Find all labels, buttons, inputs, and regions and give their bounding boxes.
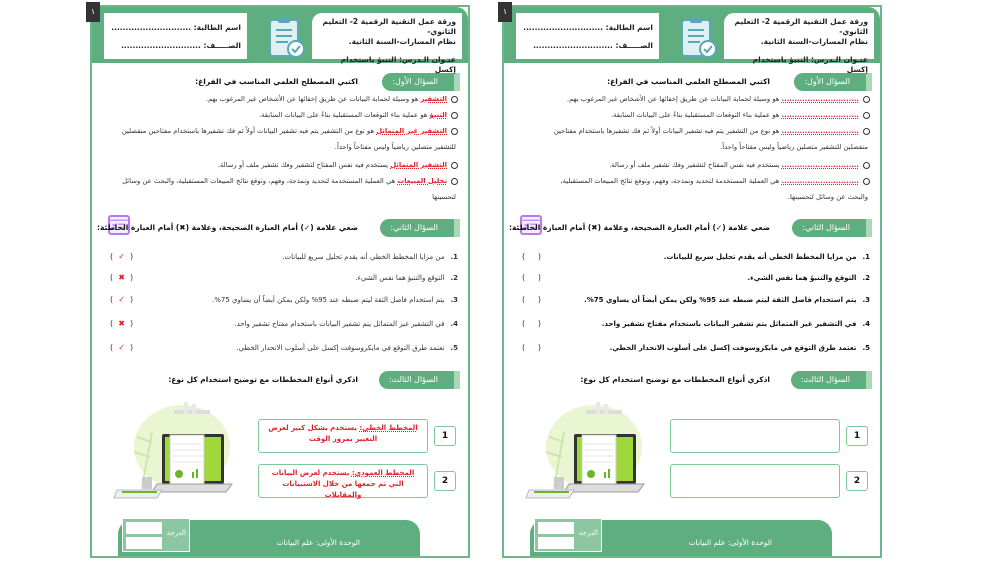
bullet-icon — [863, 112, 870, 119]
student-info-box — [104, 13, 247, 59]
item-text: هو نوع من التشفير يتم فيه تشفير البيانات أولاً ثم فك تشفيرها باستخدام مفتاحين منفصلين — [121, 127, 377, 135]
item-text: هو عملية بناء التوقعات المستقبلية بناءً على البيانات السابقة. — [610, 111, 782, 119]
item-text: هي العملية المستخدمة لتحديد ونمذجة، وفهم، وتوقع نتائج المبيعات المستقبلية، — [560, 177, 782, 185]
answer-box[interactable] — [670, 419, 840, 453]
true-false-item — [602, 320, 870, 328]
item-text: هو وسيلة لحماية البيانات عن طريق إخفائها عن الأشخاص غير المرغوب بهم. — [566, 95, 782, 103]
chart-type-term: المخطط الخطي: — [359, 424, 418, 432]
grade-box — [534, 518, 602, 552]
item-number: 2 — [846, 471, 868, 491]
answer-blank[interactable]: التشفير غير المتماثل — [376, 127, 447, 135]
question-2-title: ضعي علامة (✓) أمام العبارة الصحيحة، وعلامة (✖) أمام العبارة الخاطئة: — [508, 223, 770, 232]
statement-text: من مزايا المخطط الخطي أنه يقدم تحليل سريع للبيانات. — [663, 253, 857, 261]
question-3-title: اذكري أنواع المخططات مع توضيح استخدام كل نوع: — [580, 375, 770, 384]
student-name-field[interactable]: اسم الطالبة: ............................ — [111, 23, 241, 32]
answer-blank[interactable]: .............................. — [781, 95, 859, 103]
laptop-chart-illustration — [112, 402, 237, 502]
question-3-label: السؤال الثالث: — [791, 371, 872, 389]
grade-score-field[interactable] — [537, 521, 575, 535]
worksheet-page — [90, 5, 470, 558]
answer-blank[interactable]: تحليل المبيعات — [397, 177, 447, 185]
check-mark-icon: ✓ — [118, 295, 125, 304]
answer-mark-field[interactable]: ( ) — [522, 273, 541, 282]
answer-mark-field[interactable]: ( ✓ ) — [110, 343, 134, 352]
statement-text: في التشفير غير المتماثل يتم تشفير البيانات باستخدام مفتاح تشفير واحد. — [234, 320, 445, 328]
question-1-title: اكتبي المصطلح العلمي المناسب في الفراغ: — [195, 77, 358, 86]
clipboard-check-icon — [677, 15, 719, 59]
worksheet-subtitle: نظام المسارات-السنة الثانية. — [760, 37, 868, 46]
worksheet-subtitle: نظام المسارات-السنة الثانية. — [348, 37, 456, 46]
item-number: 3. — [450, 296, 458, 304]
empty-mark — [530, 273, 533, 282]
item-number: 1. — [450, 253, 458, 261]
bullet-icon — [451, 112, 458, 119]
grade-label: الدرجة — [578, 529, 598, 537]
item-text-continued: منفصلين للتشفير متصلين رياضياً وليس مفتاحاً واحداً. — [720, 143, 868, 151]
clipboard-check-icon — [265, 15, 307, 59]
grade-label: الدرجة — [166, 529, 186, 537]
title-box — [724, 13, 874, 74]
title-box — [312, 13, 462, 74]
item-number: 5. — [450, 344, 458, 352]
lesson-title: عنـوان الـدرس: التنبؤ باستخدام إكسل — [340, 55, 456, 74]
question-3-label: السؤال الثالث: — [379, 371, 460, 389]
cross-mark-icon: ✖ — [118, 319, 125, 328]
item-text: هو وسيلة لحماية البيانات عن طريق إخفائها عن الأشخاص غير المرغوب بهم. — [205, 95, 421, 103]
answer-mark-field[interactable]: ( ✓ ) — [110, 295, 134, 304]
bullet-icon — [451, 128, 458, 135]
answer-box[interactable] — [258, 419, 428, 453]
fill-blank-item — [206, 95, 458, 103]
empty-mark — [530, 252, 533, 261]
statement-text: التوقع والتنبؤ هما نفس الشيء. — [355, 274, 445, 282]
item-number: 5. — [862, 344, 870, 352]
item-number: 2 — [434, 471, 456, 491]
item-number: 1 — [434, 426, 456, 446]
unit-title: الوحدة الأولى: علم البيانات — [276, 538, 360, 547]
item-number: 1 — [846, 426, 868, 446]
answer-mark-field[interactable]: ( ) — [522, 319, 541, 328]
worksheet-title: ورقة عمل التقنية الرقمية 2- التعليم الثانوي- — [734, 17, 868, 36]
bullet-icon — [863, 178, 870, 185]
answer-blank[interactable]: التنبؤ — [429, 111, 447, 119]
grade-total-field — [125, 536, 163, 550]
true-false-item — [236, 344, 458, 352]
answer-blank[interactable]: .............................. — [781, 111, 859, 119]
worksheet-page — [502, 5, 882, 558]
item-number: 2. — [862, 274, 870, 282]
question-1-title: اكتبي المصطلح العلمي المناسب في الفراغ: — [607, 77, 770, 86]
bullet-icon — [451, 162, 458, 169]
page-number: ١ — [86, 2, 100, 22]
grade-total-field — [537, 536, 575, 550]
true-false-item — [664, 253, 870, 261]
grade-score-field[interactable] — [125, 521, 163, 535]
chart-type-description: يستخدم لعرض البيانات التي تم جمعها من خلال الاستبيانات والمقابلات — [271, 469, 404, 499]
header-band — [92, 7, 468, 74]
bullet-icon — [863, 96, 870, 103]
fill-blank-item — [554, 127, 870, 135]
header-band — [504, 7, 880, 74]
check-mark-icon: ✓ — [118, 252, 125, 261]
fill-blank-item — [567, 95, 870, 103]
item-text-continued: للتشفير متصلين رياضياً وليس مفتاحاً واحداً. — [334, 143, 456, 151]
true-false-item — [610, 344, 870, 352]
empty-mark — [530, 343, 533, 352]
true-false-item — [234, 320, 458, 328]
answer-mark-field[interactable]: ( ) — [522, 343, 541, 352]
true-false-item — [355, 274, 458, 282]
empty-mark — [530, 295, 533, 304]
item-text-continued: والبحث عن وسائل لتحسينها. — [787, 193, 868, 201]
answer-blank[interactable]: .............................. — [781, 127, 859, 135]
question-3-title: اذكري أنواع المخططات مع توضيح استخدام كل نوع: — [168, 375, 358, 384]
fill-blank-item — [560, 177, 870, 185]
answer-box[interactable] — [670, 464, 840, 498]
answer-box[interactable] — [258, 464, 428, 498]
fill-blank-item — [122, 127, 458, 135]
statement-text: تعتمد طرق التوقع في مايكروسوفت إكسل على أسلوب الانحدار الخطي. — [236, 344, 445, 352]
page-number: ١ — [498, 2, 512, 22]
grade-box — [122, 518, 190, 552]
answer-mark-field[interactable]: ( ✓ ) — [110, 252, 134, 261]
cross-mark-icon: ✖ — [118, 273, 125, 282]
fill-blank-item — [259, 111, 458, 119]
bullet-icon — [863, 162, 870, 169]
question-1-label: السؤال الأول: — [794, 73, 872, 91]
item-text: يستخدم فيه نفس المفتاح لتشفير وفك تشفير ملف أو رسالة. — [217, 161, 391, 169]
item-number: 4. — [862, 320, 870, 328]
true-false-item — [282, 253, 458, 261]
chart-type-term: المخطط العمودي: — [351, 469, 415, 477]
statement-text: تعتمد طرق التوقع في مايكروسوفت إكسل على أسلوب الانحدار الخطي. — [609, 344, 857, 352]
statement-text: في التشفير غير المتماثل يتم تشفير البيانات باستخدام مفتاح تشفير واحد. — [601, 320, 857, 328]
statement-text: يتم استخدام فاصل الثقة ليتم ضبطه عند 95% ولكن يمكن أيضاً أن يساوي 75%. — [212, 296, 445, 304]
item-text-continued: لتحسينها — [432, 193, 456, 201]
fill-blank-item — [609, 161, 870, 169]
answer-blank[interactable]: .............................. — [781, 177, 859, 185]
item-text: هو عملية بناء التوقعات المستقبلية بناءً على البيانات السابقة. — [258, 111, 430, 119]
item-number: 4. — [450, 320, 458, 328]
check-mark-icon: ✓ — [118, 343, 125, 352]
lesson-title: عنـوان الـدرس: التنبؤ باستخدام إكسل — [752, 55, 868, 74]
statement-text: من مزايا المخطط الخطي أنه يقدم تحليل سريع للبيانات. — [282, 253, 445, 261]
bullet-icon — [451, 96, 458, 103]
answer-blank[interactable]: التشفير المتماثل — [390, 161, 447, 169]
chart-type-description: يستخدم بشكل كبير لعرض التغيير بمرور الوقت — [268, 424, 378, 443]
unit-title: الوحدة الأولى: علم البيانات — [688, 538, 772, 547]
answer-mark-field[interactable]: ( ✖ ) — [110, 273, 134, 282]
student-name-field[interactable]: اسم الطالبة: ............................ — [523, 23, 653, 32]
true-false-item — [584, 296, 870, 304]
fill-blank-item — [218, 161, 458, 169]
answer-mark-field[interactable]: ( ✖ ) — [110, 319, 134, 328]
question-2-title: ضعي علامة (✓) أمام العبارة الصحيحة، وعلامة (✖) أمام العبارة الخاطئة: — [96, 223, 358, 232]
worksheet-title: ورقة عمل التقنية الرقمية 2- التعليم الثانوي- — [322, 17, 456, 36]
answer-blank[interactable]: .............................. — [781, 161, 859, 169]
fill-blank-item — [611, 111, 870, 119]
true-false-item — [748, 274, 870, 282]
true-false-item — [212, 296, 458, 304]
item-number: 3. — [862, 296, 870, 304]
item-number: 2. — [450, 274, 458, 282]
statement-text: يتم استخدام فاصل الثقة ليتم ضبطه عند 95% ولكن يمكن أيضاً أن يساوي 75%. — [584, 296, 857, 304]
question-1-label: السؤال الأول: — [382, 73, 460, 91]
question-2-label: السؤال الثاني: — [792, 219, 872, 237]
student-info-box — [516, 13, 659, 59]
fill-blank-item — [122, 177, 458, 185]
item-text: يستخدم فيه نفس المفتاح لتشفير وفك تشفير ملف أو رسالة. — [609, 161, 782, 169]
empty-mark — [530, 319, 533, 328]
question-2-label: السؤال الثاني: — [380, 219, 460, 237]
statement-text: التوقع والتنبؤ هما نفس الشيء. — [747, 274, 857, 282]
answer-mark-field[interactable]: ( ) — [522, 252, 541, 261]
item-text: هو نوع من التشفير يتم فيه تشفير البيانات أولاً ثم فك تشفيرها باستخدام مفتاحين — [553, 127, 782, 135]
item-text: هي العملية المستخدمة لتحديد ونمذجة، وفهم، وتوقع نتائج المبيعات المستقبلية، والبحث عن وسائل — [122, 177, 398, 185]
bullet-icon — [863, 128, 870, 135]
class-field[interactable]: الصـــــف: ............................ — [533, 41, 653, 50]
class-field[interactable]: الصـــــف: ............................ — [121, 41, 241, 50]
answer-mark-field[interactable]: ( ) — [522, 295, 541, 304]
answer-blank[interactable]: التشفير — [420, 95, 447, 103]
item-number: 1. — [862, 253, 870, 261]
bullet-icon — [451, 178, 458, 185]
laptop-chart-illustration — [524, 402, 649, 502]
